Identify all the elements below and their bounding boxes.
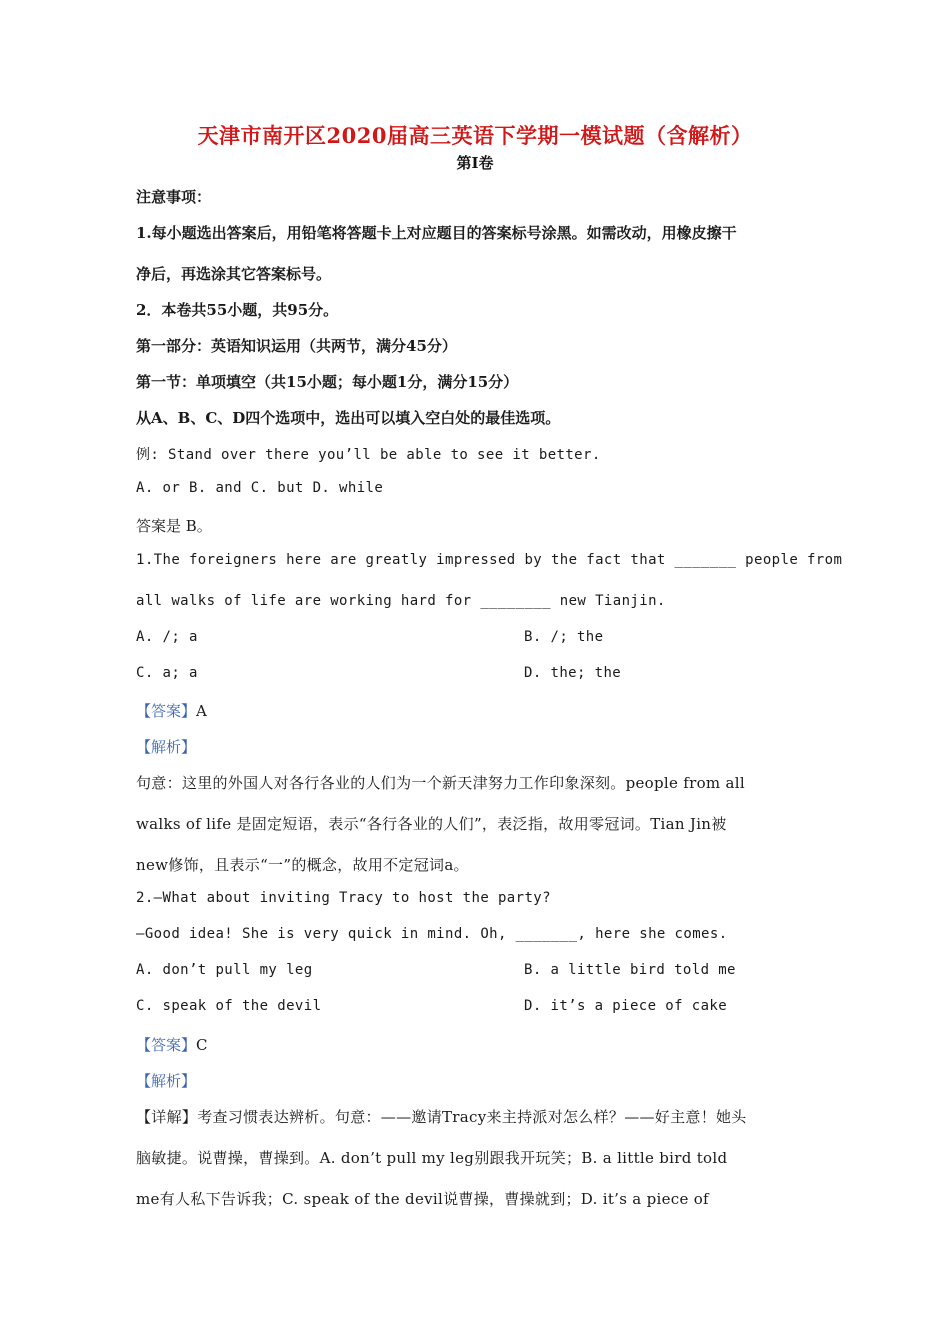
section-1-heading: 第一节：单项填空（共15小题；每小题1分，满分15分） <box>136 373 519 391</box>
q2-explanation-line-3: me有人私下告诉我；C. speak of the devil说曹操，曹操就到；D. it’s a piece of <box>136 1190 709 1208</box>
part-1-heading: 第一部分：英语知识运用（共两节，满分45分） <box>136 337 457 355</box>
document-title: 天津市南开区2020届高三英语下学期一模试题（含解析） <box>197 123 753 148</box>
q1-answer-tag: 【答案】 <box>136 702 197 720</box>
q1-explanation-line-2: walks of life 是固定短语，表示“各行各业的人们”，表泛指，故用零冠词。Tian Jin被 <box>136 815 727 833</box>
volume-subtitle: 第Ⅰ卷 <box>456 154 494 172</box>
notice-item-2: 2．本卷共55小题，共95分。 <box>136 301 339 319</box>
q1-analysis-tag: 【解析】 <box>136 738 197 756</box>
q1-stem-line-2: all walks of life are working hard for ________ new Tianjin. <box>136 593 666 609</box>
q2-option-c: C. speak of the devil <box>136 998 322 1014</box>
q1-option-d: D. the; the <box>524 665 622 681</box>
q2-detail-tag: 【详解】 <box>136 1108 198 1126</box>
q2-option-a: A. don’t pull my leg <box>136 962 313 978</box>
q1-option-a: A. /; a <box>136 629 198 645</box>
q1-option-b: B. /; the <box>524 629 604 645</box>
q1-option-c: C. a; a <box>136 665 198 681</box>
q2-option-d: D. it’s a piece of cake <box>524 998 728 1014</box>
notice-heading: 注意事项： <box>136 188 212 206</box>
example-answer: 答案是 B。 <box>136 517 212 535</box>
example-options: A. or B. and C. but D. while <box>136 480 384 496</box>
q2-explanation-line-2: 脑敏捷。说曹操，曹操到。A. don’t pull my leg别跟我开玩笑；B. a little bird told <box>136 1149 728 1167</box>
instruction: 从A、B、C、D四个选项中，选出可以填入空白处的最佳选项。 <box>136 409 561 427</box>
q1-answer-value: A <box>196 702 207 720</box>
q1-explanation-line-3: new修饰，且表示“一”的概念，故用不定冠词a。 <box>136 856 469 874</box>
example-question: 例: Stand over there you’ll be able to see it better. <box>136 447 601 463</box>
q2-answer-tag: 【答案】 <box>136 1036 197 1054</box>
q1-stem-line-1: 1.The foreigners here are greatly impressed by the fact that _______ people from <box>136 552 843 568</box>
notice-item-1-line-2: 净后，再选涂其它答案标号。 <box>136 265 332 283</box>
q2-option-b: B. a little bird told me <box>524 962 736 978</box>
q2-stem-line-2: —Good idea! She is very quick in mind. Oh, _______, here she comes. <box>136 926 728 942</box>
q2-explanation-line-1 <box>136 1106 826 1127</box>
q1-explanation-line-1: 句意：这里的外国人对各行各业的人们为一个新天津努力工作印象深刻。people from all <box>136 774 745 792</box>
notice-item-1-line-1: 1.每小题选出答案后，用铅笔将答题卡上对应题目的答案标号涂黑。如需改动，用橡皮擦干 <box>136 224 737 242</box>
q2-answer-line <box>136 1034 826 1055</box>
q2-stem-line-1: 2.—What about inviting Tracy to host the party? <box>136 890 551 906</box>
q1-answer-line <box>136 700 826 721</box>
q2-explanation-text-1: 考查习惯表达辨析。句意：——邀请Tracy来主持派对怎么样？——好主意！她头 <box>197 1108 747 1126</box>
q2-answer-value: C <box>196 1036 208 1054</box>
q2-analysis-tag: 【解析】 <box>136 1072 197 1090</box>
